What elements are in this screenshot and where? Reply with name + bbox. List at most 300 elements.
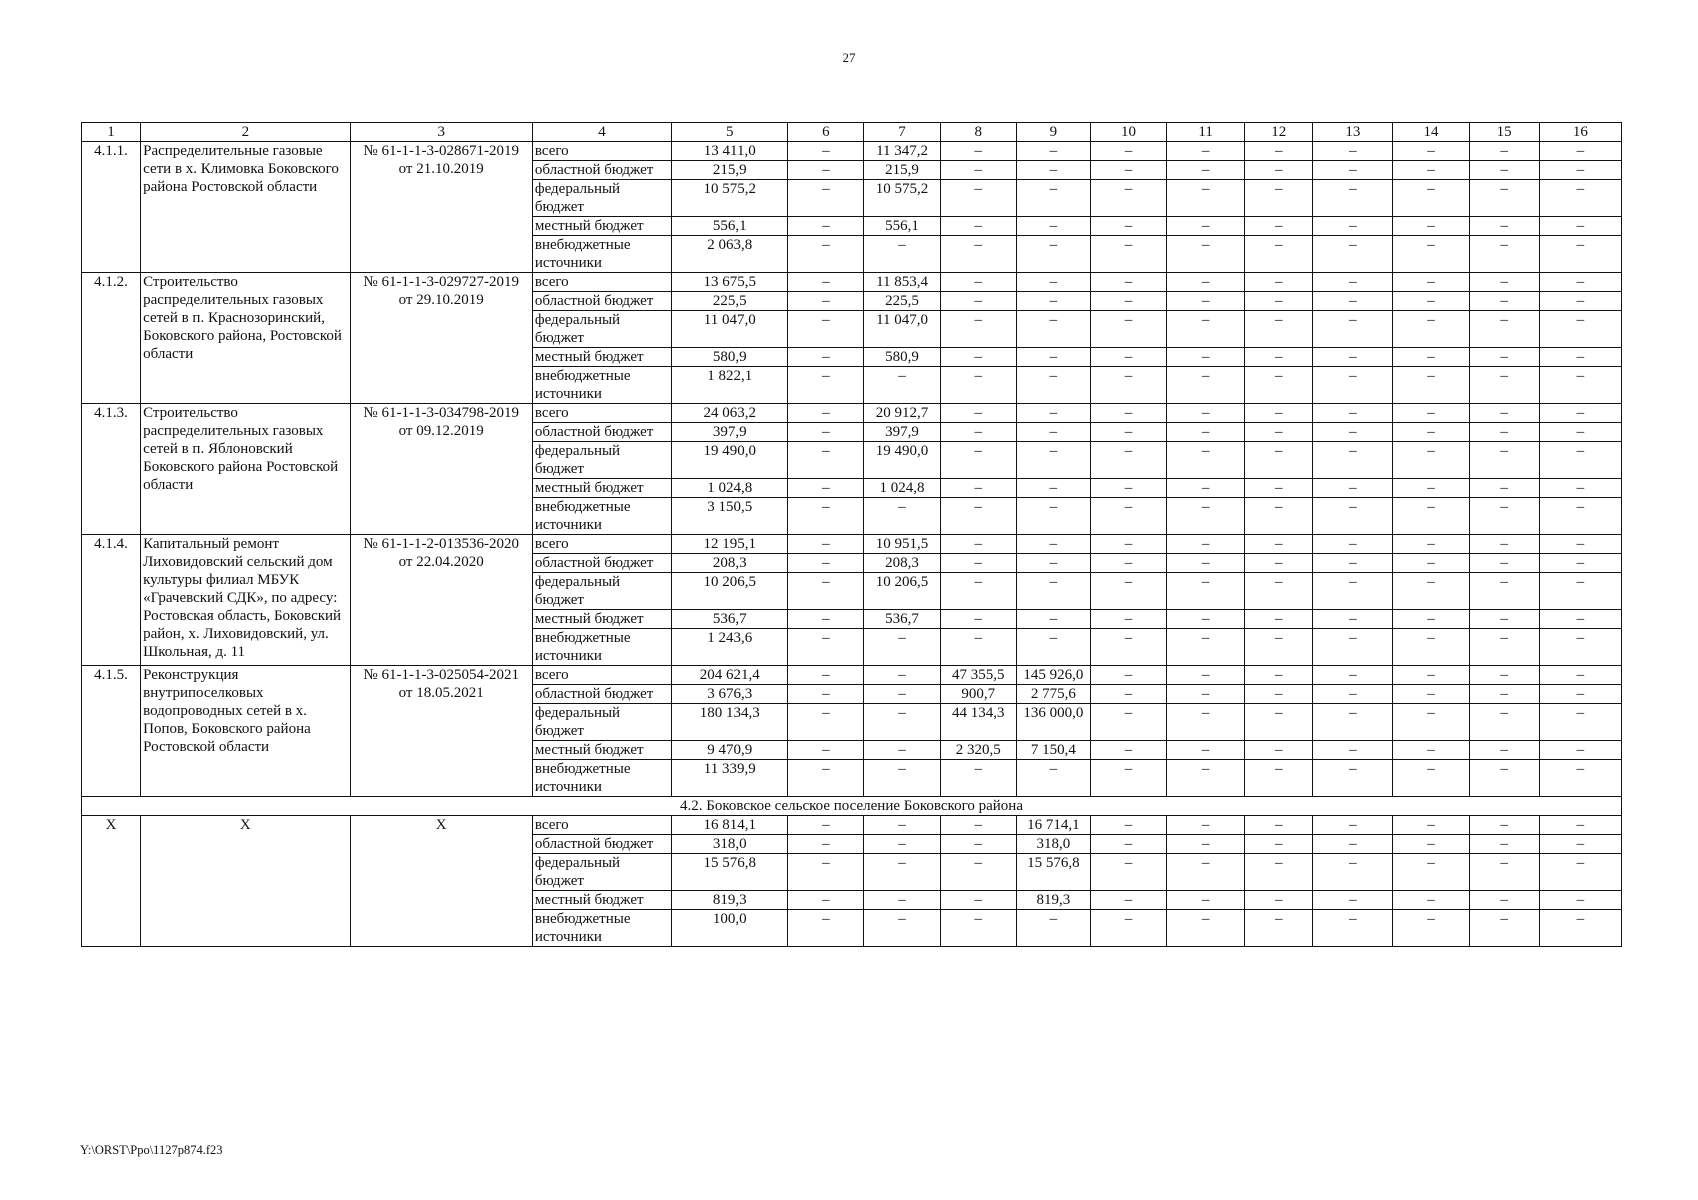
value-cell: – bbox=[1393, 348, 1469, 367]
item-number-cell: 4.1.5. bbox=[82, 666, 141, 797]
value-cell: – bbox=[1469, 760, 1539, 797]
value-cell: 13 411,0 bbox=[672, 142, 788, 161]
value-cell: – bbox=[1313, 666, 1393, 685]
value-cell: – bbox=[940, 910, 1016, 947]
column-header: 6 bbox=[788, 123, 864, 142]
value-cell: – bbox=[1469, 292, 1539, 311]
value-cell: – bbox=[1469, 404, 1539, 423]
value-cell: 900,7 bbox=[940, 685, 1016, 704]
column-header: 1 bbox=[82, 123, 141, 142]
value-cell: – bbox=[788, 610, 864, 629]
value-cell: – bbox=[1016, 910, 1090, 947]
value-cell: – bbox=[788, 741, 864, 760]
value-cell: 580,9 bbox=[864, 348, 940, 367]
value-cell: – bbox=[788, 573, 864, 610]
value-cell: – bbox=[788, 161, 864, 180]
value-cell: – bbox=[1469, 236, 1539, 273]
value-cell: – bbox=[1245, 404, 1313, 423]
value-cell: – bbox=[788, 816, 864, 835]
value-cell: – bbox=[1313, 142, 1393, 161]
value-cell: – bbox=[1539, 348, 1621, 367]
value-cell: – bbox=[788, 423, 864, 442]
funding-source-cell: местный бюджет bbox=[532, 610, 671, 629]
value-cell: – bbox=[1090, 910, 1166, 947]
value-cell: – bbox=[940, 629, 1016, 666]
item-number-cell: 4.1.3. bbox=[82, 404, 141, 535]
value-cell: 556,1 bbox=[864, 217, 940, 236]
value-cell: – bbox=[1313, 554, 1393, 573]
value-cell: – bbox=[1245, 479, 1313, 498]
table-row bbox=[82, 666, 1622, 685]
value-cell: – bbox=[1539, 142, 1621, 161]
value-cell: – bbox=[788, 180, 864, 217]
value-cell: 819,3 bbox=[1016, 891, 1090, 910]
value-cell: – bbox=[1167, 498, 1245, 535]
value-cell: – bbox=[1393, 423, 1469, 442]
value-cell: – bbox=[1313, 442, 1393, 479]
value-cell: – bbox=[1393, 554, 1469, 573]
item-number-cell: 4.1.1. bbox=[82, 142, 141, 273]
item-number-cell: 4.1.4. bbox=[82, 535, 141, 666]
value-cell: – bbox=[1016, 292, 1090, 311]
column-header: 8 bbox=[940, 123, 1016, 142]
value-cell: – bbox=[1245, 142, 1313, 161]
value-cell: – bbox=[864, 760, 940, 797]
value-cell: – bbox=[1245, 573, 1313, 610]
value-cell: 215,9 bbox=[864, 161, 940, 180]
value-cell: – bbox=[1539, 854, 1621, 891]
value-cell: – bbox=[788, 367, 864, 404]
value-cell: – bbox=[1313, 573, 1393, 610]
value-cell: – bbox=[940, 573, 1016, 610]
value-cell: 11 339,9 bbox=[672, 760, 788, 797]
column-header: 12 bbox=[1245, 123, 1313, 142]
value-cell: – bbox=[1469, 311, 1539, 348]
value-cell: – bbox=[1393, 180, 1469, 217]
expertise-number-cell bbox=[350, 273, 532, 404]
value-cell: – bbox=[1539, 161, 1621, 180]
value-cell: – bbox=[1469, 535, 1539, 554]
value-cell: – bbox=[1016, 348, 1090, 367]
funding-source-cell: федеральный бюджет bbox=[532, 704, 671, 741]
value-cell: – bbox=[1167, 629, 1245, 666]
value-cell: – bbox=[1167, 816, 1245, 835]
value-cell: – bbox=[864, 666, 940, 685]
column-header: 15 bbox=[1469, 123, 1539, 142]
value-cell: – bbox=[1167, 835, 1245, 854]
value-cell: – bbox=[1539, 442, 1621, 479]
funding-source-cell: местный бюджет bbox=[532, 348, 671, 367]
column-header: 13 bbox=[1313, 123, 1393, 142]
value-cell: 9 470,9 bbox=[672, 741, 788, 760]
value-cell: 136 000,0 bbox=[1016, 704, 1090, 741]
value-cell: – bbox=[1090, 760, 1166, 797]
value-cell: – bbox=[940, 816, 1016, 835]
value-cell: – bbox=[1539, 891, 1621, 910]
expertise-number: № 61-1-1-3-025054-2021 bbox=[363, 667, 519, 683]
expertise-date: от 21.10.2019 bbox=[398, 161, 484, 177]
value-cell: – bbox=[1393, 311, 1469, 348]
value-cell: – bbox=[1313, 910, 1393, 947]
value-cell: – bbox=[1313, 479, 1393, 498]
table-row bbox=[82, 142, 1622, 161]
value-cell: – bbox=[1245, 161, 1313, 180]
value-cell: – bbox=[1313, 760, 1393, 797]
value-cell: – bbox=[1393, 854, 1469, 891]
column-header: 5 bbox=[672, 123, 788, 142]
value-cell: 208,3 bbox=[864, 554, 940, 573]
value-cell: – bbox=[864, 910, 940, 947]
value-cell: 2 775,6 bbox=[1016, 685, 1090, 704]
value-cell: – bbox=[1167, 479, 1245, 498]
value-cell: – bbox=[1245, 273, 1313, 292]
object-name-cell: Строительство распределительных газовых сетей в п. Яблоновский Боковского района Ростовской области bbox=[141, 404, 350, 535]
value-cell: 3 676,3 bbox=[672, 685, 788, 704]
value-cell: – bbox=[1167, 666, 1245, 685]
table-row bbox=[82, 404, 1622, 423]
value-cell: – bbox=[1245, 423, 1313, 442]
object-name-cell: Капитальный ремонт Лиховидовский сельский дом культуры филиал МБУК «Грачевский СДК», по адресу: Ростовская область, Боковский район, х. Лиховидовский, ул. Школьная, д. 11 bbox=[141, 535, 350, 666]
value-cell: – bbox=[1539, 404, 1621, 423]
value-cell: – bbox=[940, 348, 1016, 367]
value-cell: – bbox=[1167, 161, 1245, 180]
value-cell: – bbox=[1313, 704, 1393, 741]
value-cell: 15 576,8 bbox=[672, 854, 788, 891]
value-cell: – bbox=[1393, 816, 1469, 835]
value-cell: – bbox=[788, 554, 864, 573]
value-cell: – bbox=[1393, 292, 1469, 311]
value-cell: – bbox=[1016, 236, 1090, 273]
value-cell: – bbox=[1016, 442, 1090, 479]
value-cell: – bbox=[1469, 161, 1539, 180]
value-cell: – bbox=[1167, 311, 1245, 348]
value-cell: – bbox=[1469, 685, 1539, 704]
funding-source-cell: федеральный бюджет bbox=[532, 442, 671, 479]
value-cell: – bbox=[1393, 498, 1469, 535]
value-cell: 11 347,2 bbox=[864, 142, 940, 161]
value-cell: – bbox=[1469, 891, 1539, 910]
object-name-cell: Строительство распределительных газовых сетей в п. Краснозоринский, Боковского района, Ростовской области bbox=[141, 273, 350, 404]
value-cell: – bbox=[1090, 142, 1166, 161]
value-cell: – bbox=[788, 629, 864, 666]
value-cell: – bbox=[1167, 423, 1245, 442]
column-header: 9 bbox=[1016, 123, 1090, 142]
value-cell: – bbox=[1090, 180, 1166, 217]
value-cell: – bbox=[788, 142, 864, 161]
value-cell: – bbox=[940, 835, 1016, 854]
funding-source-cell: областной бюджет bbox=[532, 423, 671, 442]
value-cell: – bbox=[1167, 685, 1245, 704]
value-cell: – bbox=[940, 610, 1016, 629]
value-cell: – bbox=[1539, 292, 1621, 311]
value-cell: – bbox=[864, 236, 940, 273]
value-cell: 100,0 bbox=[672, 910, 788, 947]
value-cell: 10 575,2 bbox=[672, 180, 788, 217]
value-cell: – bbox=[1016, 760, 1090, 797]
value-cell: – bbox=[1469, 217, 1539, 236]
value-cell: – bbox=[1090, 498, 1166, 535]
value-cell: – bbox=[1167, 442, 1245, 479]
expertise-number-cell bbox=[350, 666, 532, 797]
value-cell: – bbox=[788, 217, 864, 236]
funding-source-cell: внебюджетные источники bbox=[532, 498, 671, 535]
value-cell: – bbox=[864, 816, 940, 835]
value-cell: – bbox=[1090, 161, 1166, 180]
value-cell: – bbox=[1539, 629, 1621, 666]
expertise-number: № 61-1-1-3-029727-2019 bbox=[363, 274, 519, 290]
value-cell: – bbox=[1393, 685, 1469, 704]
value-cell: – bbox=[1393, 479, 1469, 498]
value-cell: – bbox=[1313, 610, 1393, 629]
value-cell: – bbox=[1393, 236, 1469, 273]
value-cell: – bbox=[1090, 236, 1166, 273]
value-cell: – bbox=[1090, 666, 1166, 685]
value-cell: – bbox=[1469, 180, 1539, 217]
value-cell: – bbox=[1313, 835, 1393, 854]
value-cell: – bbox=[1393, 273, 1469, 292]
value-cell: – bbox=[1313, 273, 1393, 292]
value-cell: – bbox=[1313, 685, 1393, 704]
value-cell: 180 134,3 bbox=[672, 704, 788, 741]
value-cell: – bbox=[864, 685, 940, 704]
value-cell: – bbox=[1090, 479, 1166, 498]
value-cell: – bbox=[1090, 273, 1166, 292]
funding-source-cell: федеральный бюджет bbox=[532, 573, 671, 610]
value-cell: – bbox=[940, 180, 1016, 217]
value-cell: – bbox=[1016, 535, 1090, 554]
funding-source-cell: местный бюджет bbox=[532, 741, 671, 760]
value-cell: – bbox=[1469, 442, 1539, 479]
value-cell: – bbox=[1313, 498, 1393, 535]
value-cell: 2 063,8 bbox=[672, 236, 788, 273]
value-cell: – bbox=[1539, 217, 1621, 236]
value-cell: – bbox=[1167, 910, 1245, 947]
value-cell: – bbox=[1090, 854, 1166, 891]
value-cell: – bbox=[1016, 142, 1090, 161]
section-heading-row bbox=[82, 797, 1622, 816]
value-cell: – bbox=[1167, 760, 1245, 797]
value-cell: – bbox=[1167, 217, 1245, 236]
value-cell: – bbox=[940, 554, 1016, 573]
value-cell: – bbox=[940, 479, 1016, 498]
funding-source-cell: внебюджетные источники bbox=[532, 910, 671, 947]
value-cell: – bbox=[788, 535, 864, 554]
value-cell: – bbox=[940, 292, 1016, 311]
value-cell: – bbox=[788, 910, 864, 947]
value-cell: 10 951,5 bbox=[864, 535, 940, 554]
value-cell: – bbox=[1393, 610, 1469, 629]
value-cell: – bbox=[1245, 442, 1313, 479]
value-cell: – bbox=[864, 891, 940, 910]
value-cell: – bbox=[1469, 479, 1539, 498]
value-cell: 47 355,5 bbox=[940, 666, 1016, 685]
value-cell: – bbox=[1539, 835, 1621, 854]
value-cell: – bbox=[1090, 311, 1166, 348]
value-cell: – bbox=[1245, 685, 1313, 704]
funding-source-cell: местный бюджет bbox=[532, 217, 671, 236]
funding-source-cell: внебюджетные источники bbox=[532, 367, 671, 404]
value-cell: 215,9 bbox=[672, 161, 788, 180]
funding-source-cell: областной бюджет bbox=[532, 554, 671, 573]
value-cell: – bbox=[1539, 535, 1621, 554]
value-cell: – bbox=[1090, 404, 1166, 423]
value-cell: – bbox=[1245, 704, 1313, 741]
value-cell: – bbox=[788, 666, 864, 685]
funding-source-cell: местный бюджет bbox=[532, 891, 671, 910]
funding-source-cell: областной бюджет bbox=[532, 161, 671, 180]
value-cell: 16 814,1 bbox=[672, 816, 788, 835]
item-number-cell: X bbox=[82, 816, 141, 947]
value-cell: 12 195,1 bbox=[672, 535, 788, 554]
value-cell: – bbox=[1167, 854, 1245, 891]
value-cell: – bbox=[1167, 292, 1245, 311]
column-number-row bbox=[82, 123, 1622, 142]
value-cell: – bbox=[1539, 741, 1621, 760]
value-cell: – bbox=[1539, 311, 1621, 348]
value-cell: – bbox=[1245, 910, 1313, 947]
value-cell: – bbox=[1090, 610, 1166, 629]
value-cell: – bbox=[1245, 610, 1313, 629]
value-cell: – bbox=[1245, 854, 1313, 891]
value-cell: 3 150,5 bbox=[672, 498, 788, 535]
value-cell: – bbox=[1539, 760, 1621, 797]
funding-source-cell: областной бюджет bbox=[532, 835, 671, 854]
value-cell: – bbox=[1245, 367, 1313, 404]
value-cell: – bbox=[1469, 142, 1539, 161]
value-cell: – bbox=[1245, 236, 1313, 273]
page-number: 27 bbox=[842, 50, 856, 65]
value-cell: – bbox=[1245, 217, 1313, 236]
value-cell: – bbox=[1167, 348, 1245, 367]
value-cell: – bbox=[1313, 367, 1393, 404]
value-cell: – bbox=[1539, 367, 1621, 404]
value-cell: – bbox=[1393, 629, 1469, 666]
value-cell: 318,0 bbox=[1016, 835, 1090, 854]
value-cell: – bbox=[1167, 535, 1245, 554]
table-row bbox=[82, 535, 1622, 554]
value-cell: – bbox=[1539, 498, 1621, 535]
expertise-number-cell bbox=[350, 535, 532, 666]
value-cell: – bbox=[1090, 423, 1166, 442]
value-cell: – bbox=[1090, 741, 1166, 760]
funding-source-cell: внебюджетные источники bbox=[532, 760, 671, 797]
expertise-date: от 09.12.2019 bbox=[398, 423, 484, 439]
value-cell: – bbox=[940, 236, 1016, 273]
value-cell: – bbox=[1313, 891, 1393, 910]
value-cell: – bbox=[1167, 741, 1245, 760]
value-cell: 10 575,2 bbox=[864, 180, 940, 217]
value-cell: – bbox=[864, 854, 940, 891]
value-cell: – bbox=[1469, 704, 1539, 741]
funding-source-cell: всего bbox=[532, 666, 671, 685]
value-cell: – bbox=[1313, 292, 1393, 311]
funding-source-cell: местный бюджет bbox=[532, 479, 671, 498]
column-header: 10 bbox=[1090, 123, 1166, 142]
value-cell: – bbox=[1090, 535, 1166, 554]
object-name-cell: X bbox=[141, 816, 350, 947]
value-cell: – bbox=[1016, 479, 1090, 498]
value-cell: – bbox=[1393, 404, 1469, 423]
value-cell: – bbox=[1469, 910, 1539, 947]
value-cell: – bbox=[864, 835, 940, 854]
value-cell: – bbox=[864, 741, 940, 760]
value-cell: – bbox=[1245, 891, 1313, 910]
value-cell: – bbox=[1090, 573, 1166, 610]
table-row bbox=[82, 816, 1622, 835]
value-cell: 11 047,0 bbox=[672, 311, 788, 348]
expertise-number: № 61-1-1-3-028671-2019 bbox=[363, 143, 519, 159]
value-cell: – bbox=[1539, 273, 1621, 292]
value-cell: 819,3 bbox=[672, 891, 788, 910]
funding-source-cell: всего bbox=[532, 404, 671, 423]
value-cell: – bbox=[1016, 423, 1090, 442]
value-cell: – bbox=[1469, 741, 1539, 760]
expertise-number-cell: X bbox=[350, 816, 532, 947]
value-cell: – bbox=[1245, 666, 1313, 685]
expertise-date: от 29.10.2019 bbox=[398, 292, 484, 308]
expertise-number: № 61-1-1-2-013536-2020 bbox=[363, 536, 519, 552]
value-cell: – bbox=[1167, 610, 1245, 629]
value-cell: – bbox=[1539, 573, 1621, 610]
value-cell: – bbox=[1393, 535, 1469, 554]
expertise-number: № 61-1-1-3-034798-2019 bbox=[363, 405, 519, 421]
value-cell: – bbox=[940, 142, 1016, 161]
value-cell: 15 576,8 bbox=[1016, 854, 1090, 891]
value-cell: 204 621,4 bbox=[672, 666, 788, 685]
value-cell: – bbox=[1539, 554, 1621, 573]
value-cell: – bbox=[788, 685, 864, 704]
value-cell: 397,9 bbox=[864, 423, 940, 442]
funding-source-cell: федеральный бюджет bbox=[532, 311, 671, 348]
value-cell: – bbox=[1016, 629, 1090, 666]
value-cell: – bbox=[1469, 554, 1539, 573]
column-header: 2 bbox=[141, 123, 350, 142]
value-cell: – bbox=[1393, 891, 1469, 910]
value-cell: – bbox=[1313, 629, 1393, 666]
value-cell: – bbox=[1469, 423, 1539, 442]
value-cell: – bbox=[1016, 498, 1090, 535]
value-cell: – bbox=[1469, 629, 1539, 666]
value-cell: – bbox=[788, 348, 864, 367]
value-cell: 397,9 bbox=[672, 423, 788, 442]
expertise-date: от 18.05.2021 bbox=[398, 685, 484, 701]
value-cell: – bbox=[940, 760, 1016, 797]
value-cell: – bbox=[1469, 273, 1539, 292]
column-header: 7 bbox=[864, 123, 940, 142]
value-cell: 16 714,1 bbox=[1016, 816, 1090, 835]
funding-source-cell: областной бюджет bbox=[532, 292, 671, 311]
funding-source-cell: внебюджетные источники bbox=[532, 629, 671, 666]
value-cell: – bbox=[788, 760, 864, 797]
value-cell: 1 822,1 bbox=[672, 367, 788, 404]
funding-source-cell: всего bbox=[532, 816, 671, 835]
value-cell: 11 853,4 bbox=[864, 273, 940, 292]
value-cell: – bbox=[1539, 704, 1621, 741]
value-cell: – bbox=[940, 404, 1016, 423]
value-cell: – bbox=[1393, 741, 1469, 760]
value-cell: – bbox=[1090, 891, 1166, 910]
value-cell: – bbox=[940, 423, 1016, 442]
value-cell: – bbox=[1539, 610, 1621, 629]
value-cell: – bbox=[864, 629, 940, 666]
value-cell: – bbox=[788, 835, 864, 854]
value-cell: – bbox=[1016, 573, 1090, 610]
value-cell: – bbox=[1167, 891, 1245, 910]
value-cell: – bbox=[1469, 610, 1539, 629]
value-cell: – bbox=[1393, 910, 1469, 947]
funding-source-cell: федеральный бюджет bbox=[532, 854, 671, 891]
value-cell: 7 150,4 bbox=[1016, 741, 1090, 760]
